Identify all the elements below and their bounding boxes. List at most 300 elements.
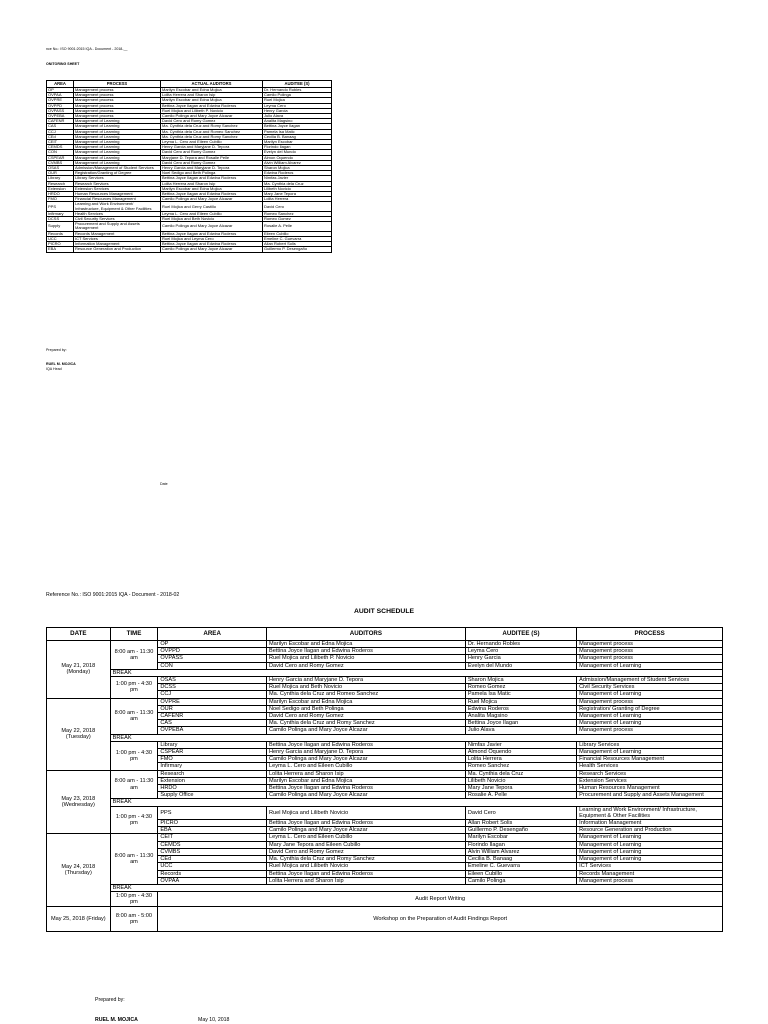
row-actual-auditors: Leyma L. Cero and Eileen Cubillo [161, 140, 263, 145]
row-actual-auditors: Camilo Polinga and Mary Joyce Alcazar [161, 222, 263, 231]
row-process: Health Services [577, 763, 723, 770]
row-auditees: Romeo Sanchez [263, 211, 332, 216]
row-process: Management of Learning [577, 834, 723, 841]
row-process: Management of Learning [577, 662, 723, 669]
row-auditees: Nimfas Javier [465, 741, 576, 748]
row-process: Management of Learning [74, 140, 161, 145]
row-actual-auditors: Lolita Herrera and Sharon Isip [161, 181, 263, 186]
row-actual-auditors: Leyma L. Cero and Eileen Cubillo [161, 211, 263, 216]
row-auditees: Allan Robert Solis [263, 242, 332, 247]
break-label: BREAK [110, 669, 722, 676]
schedule-time: 1:00 pm - 4:30 pm [110, 741, 158, 770]
audit-schedule-table [46, 627, 723, 932]
row-area: OP [158, 641, 267, 648]
monitoring-row [47, 222, 332, 231]
row-area: CEMDS [158, 841, 267, 848]
page1-prepared-by: Prepared by: [46, 348, 67, 352]
schedule-row [47, 806, 723, 819]
row-area: Supply [47, 222, 74, 231]
row-process: Management of Learning [74, 155, 161, 160]
row-area: CSPEAR [158, 749, 267, 756]
row-process: Civil Security Services [577, 684, 723, 691]
break-row [47, 669, 723, 676]
monitoring-row [47, 242, 332, 247]
row-auditees: Lilibeth Novicio [465, 777, 576, 784]
row-auditees: Romeo Gomez [465, 684, 576, 691]
row-actual-auditors: Bettina Joyce Ilagan and Edwina Roderos [161, 103, 263, 108]
header-auditees: AUDITEE (S) [263, 81, 332, 88]
row-process: Management process [577, 698, 723, 705]
row-actual-auditors: Henry Garcia and Maryjane D. Tepora [161, 166, 263, 171]
row-actual-auditors: Ruel Mojica and Leyma Cero [161, 236, 263, 241]
row-actual-auditors: Camilo Polinga and Mary Joyce Alcazar [161, 197, 263, 202]
row-area: OVPRE [47, 98, 74, 103]
row-area: HRDO [158, 785, 267, 792]
schedule-row [47, 834, 723, 841]
row-auditors: Lolita Herrera and Sharon Isip [267, 770, 466, 777]
schedule-date: May 23, 2018 (Wednesday) [47, 770, 111, 834]
row-area: DCSS [158, 684, 267, 691]
row-auditees: Emeline C. Guevarra [465, 863, 576, 870]
row-auditees: Dr. Hernando Robles [263, 88, 332, 93]
header-auditors: AUDITORS [267, 628, 466, 641]
row-actual-auditors: Henry Garcia and Maryjane D. Tepora [161, 145, 263, 150]
row-auditors: Marilyn Escobar and Edna Mojica [267, 641, 466, 648]
row-process: Management of Learning [577, 691, 723, 698]
row-actual-auditors: Marilyn Escobar and Edna Mojica [161, 98, 263, 103]
row-auditees: Edwina Roderos [263, 171, 332, 176]
page1-date-label: Date [160, 482, 168, 486]
row-area: HRDO [47, 192, 74, 197]
break-row [47, 734, 723, 741]
schedule-date: May 24, 2018 (Thursday) [47, 834, 111, 907]
row-actual-auditors: Ruel Mojica and Gerry Castillo [161, 202, 263, 211]
row-area: CCJ [158, 691, 267, 698]
row-process: Management process [577, 655, 723, 662]
row-auditors: Ruel Mojica and Beth Novicio [267, 684, 466, 691]
row-process: Library Services [74, 176, 161, 181]
row-area: OVPEBA [47, 114, 74, 119]
row-auditors: Henry Garcia and Maryjane D. Tepora [267, 677, 466, 684]
row-process: Management process [74, 114, 161, 119]
page2-reference: Reference No.: ISO 9001:2015 IQA - Document - 2018-02 [46, 592, 180, 598]
row-auditees: Lolita Herrera [263, 197, 332, 202]
row-auditees: Almond Oquendo [465, 749, 576, 756]
monitoring-row [47, 88, 332, 93]
row-area: Research [158, 770, 267, 777]
row-auditors: Camilo Polinga and Mary Joyce Alcazar [267, 756, 466, 763]
row-auditees: Bettina Joyce Ilagan [263, 124, 332, 129]
row-process: Management of Learning [577, 841, 723, 848]
row-process: Admission/Management of Student Services [74, 166, 161, 171]
row-auditees: Lolita Herrera [465, 756, 576, 763]
row-area: DCSS [47, 217, 74, 222]
row-auditees: Almon Oquendo [263, 155, 332, 160]
row-auditors: Bettina Joyce Ilagan and Edwina Roderos [267, 785, 466, 792]
row-auditees: Evelyn del Mundo [465, 662, 576, 669]
row-area: CEd [158, 856, 267, 863]
row-area: CCJ [47, 129, 74, 134]
page1-reference: nce No.: ISO 9001:2015 IQA - Document - 2018-__ [46, 47, 128, 51]
row-process: Information Management [577, 820, 723, 827]
monitoring-table [46, 80, 332, 253]
row-auditors: Leyma L. Cero and Eileen Cubillo [267, 834, 466, 841]
row-auditees: Rosalie A. Pelle [465, 792, 576, 799]
row-auditees: Nimfas Javier [263, 176, 332, 181]
row-auditors: Bettina Joyce Ilagan and Edwina Roderos [267, 820, 466, 827]
page2-signed-date: May 10, 2018 [198, 1017, 230, 1023]
row-actual-auditors: Marilyn Escobar and Edna Mojica [161, 88, 263, 93]
row-process: Management process [74, 108, 161, 113]
row-area: OVPEBA [158, 727, 267, 734]
row-process: Research Services [74, 181, 161, 186]
row-process: Records Management [577, 870, 723, 877]
row-actual-auditors: Marilyn Escobar and Edna Mojica [161, 186, 263, 191]
monitoring-row [47, 93, 332, 98]
row-area: CEIT [158, 834, 267, 841]
row-actual-auditors: Ruel Mojica and Lilibeth P. Novicio [161, 108, 263, 113]
row-auditees: Ma. Cynthia dela Cruz [465, 770, 576, 777]
row-process: ICT Services [577, 863, 723, 870]
schedule-row [47, 907, 723, 932]
row-auditees: Leyma Cero [465, 648, 576, 655]
monitoring-row [47, 119, 332, 124]
monitoring-row [47, 202, 332, 211]
row-area: OUR [47, 171, 74, 176]
row-auditees: Alvin William Alvarez [465, 848, 576, 855]
row-area: Infirmary [158, 763, 267, 770]
row-area: Records [158, 870, 267, 877]
row-process: ICT Services [74, 236, 161, 241]
row-auditees: Florindo Ilagan [465, 841, 576, 848]
row-actual-auditors: Ruel Mojica and Beth Novicio [161, 217, 263, 222]
schedule-row [47, 892, 723, 907]
break-row [47, 884, 723, 891]
row-process: Management process [74, 98, 161, 103]
row-auditors: Henry Garcia and Maryjane D. Tepora [267, 749, 466, 756]
row-auditees: Marilyn Escobar [263, 140, 332, 145]
row-process: Procurement and Supply and Assets Management [74, 222, 161, 231]
row-area: CEIT [47, 140, 74, 145]
row-area: FMO [158, 756, 267, 763]
row-auditees: Bettina Joyce Ilagan [465, 720, 576, 727]
row-actual-auditors: Ma. Cynthia dela Cruz and Romy Sanchez [161, 124, 263, 129]
row-process: Civil Security Services [74, 217, 161, 222]
monitoring-row [47, 160, 332, 165]
row-area: Library [47, 176, 74, 181]
row-process: Management of Learning [74, 134, 161, 139]
row-auditors: Camilo Polinga and Mary Joyce Alcazar [267, 792, 466, 799]
row-area: PPS [158, 806, 267, 819]
row-auditees: David Cero [263, 202, 332, 211]
row-auditors: Lolita Herrera and Sharon Isip [267, 877, 466, 884]
row-actual-auditors: David Cero and Romy Gomez [161, 119, 263, 124]
row-process: Financial Resources Management [577, 756, 723, 763]
row-process: Management of Learning [74, 119, 161, 124]
row-auditees: Ma. Cynthia dela Cruz [263, 181, 332, 186]
header-time: TIME [110, 628, 158, 641]
schedule-time: 8:00 am - 11:30 am [110, 641, 158, 670]
row-process: Procurement and Supply and Assets Management [577, 792, 723, 799]
schedule-time: 1:00 pm - 4:30 pm [110, 806, 158, 834]
row-process: Management of Learning [74, 129, 161, 134]
row-area: CON [158, 662, 267, 669]
row-actual-auditors: Lolita Herrera and Sharon Isip [161, 93, 263, 98]
row-auditees: Cecilia B. Banaag [465, 856, 576, 863]
row-process: Management of Learning [74, 150, 161, 155]
row-area: CON [47, 150, 74, 155]
monitoring-row [47, 181, 332, 186]
row-auditors: Ruel Mojica and Lilibeth Novicio [267, 863, 466, 870]
row-auditors: Marilyn Escobar and Edna Mojica [267, 698, 466, 705]
schedule-time: 8:00 am - 11:30 am [110, 834, 158, 884]
row-process: Health Services [74, 211, 161, 216]
row-area: Infirmary [47, 211, 74, 216]
row-auditors: Bettina Joyce Ilagan and Edwina Roderos [267, 648, 466, 655]
row-auditees: Dr. Hernando Robles [465, 641, 576, 648]
monitoring-row [47, 155, 332, 160]
monitoring-row [47, 186, 332, 191]
row-auditees: David Cero [465, 806, 576, 819]
row-actual-auditors: Bettina Joyce Ilagan and Edwina Roderos [161, 192, 263, 197]
row-area: OSAS [158, 677, 267, 684]
row-process: Management of Learning [577, 713, 723, 720]
monitoring-row [47, 171, 332, 176]
row-area: CEd [47, 134, 74, 139]
row-area: Supply Office [158, 792, 267, 799]
row-auditors: Bettina Joyce Ilagan and Edwina Roderos [267, 870, 466, 877]
row-process: Human Resources Management [74, 192, 161, 197]
row-auditors: Mary Jane Tepora and Eileen Cubillo [267, 841, 466, 848]
row-area: CSPEAR [47, 155, 74, 160]
row-area: Extension [47, 186, 74, 191]
row-area: PICRO [158, 820, 267, 827]
row-process: Extension Services [577, 777, 723, 784]
row-area: CAS [47, 124, 74, 129]
row-process: Management of Learning [74, 145, 161, 150]
row-auditors: Ma. Cynthia dela Cruz and Romy Sanchez [267, 720, 466, 727]
row-process: Resource Generation and Production [74, 247, 161, 252]
row-area: CAFENR [158, 713, 267, 720]
row-auditors: Bettina Joyce Ilagan and Edwina Roderos [267, 741, 466, 748]
monitoring-row [47, 192, 332, 197]
monitoring-row [47, 140, 332, 145]
row-process: Management of Learning [577, 749, 723, 756]
activity-audit-report-writing: Audit Report Writing [158, 892, 723, 907]
row-auditees: Camilo Polinga [465, 877, 576, 884]
row-process: Learning and Work Environment/ Infrastructure, Equipment & Other Facilities [74, 202, 161, 211]
monitoring-row [47, 134, 332, 139]
row-auditees: Marilyn Escobar [465, 834, 576, 841]
row-actual-auditors: Bettina Joyce Ilagan and Edwina Roderos [161, 242, 263, 247]
row-process: Management process [577, 727, 723, 734]
row-auditees: Julio Alava [465, 727, 576, 734]
row-auditors: Camilo Polinga and Mary Joyce Alcazar [267, 727, 466, 734]
row-area: Records [47, 231, 74, 236]
row-auditors: Camilo Polinga and Mary Joyce Alcazar [267, 827, 466, 834]
row-area: CVMBS [158, 848, 267, 855]
monitoring-row [47, 145, 332, 150]
schedule-time: 8:00 am - 11:30 am [110, 698, 158, 734]
monitoring-table-header [47, 81, 332, 88]
row-area: OVPRE [158, 698, 267, 705]
page1-signer-title: IQA Head [46, 367, 62, 371]
row-auditees: Romeo Sanchez [465, 763, 576, 770]
row-auditees: Eileen Cubillo [465, 870, 576, 877]
row-auditees: Pamela Isa Matic [263, 129, 332, 134]
row-process: Registration/Granting of Degree [74, 171, 161, 176]
row-area: OVPASS [158, 655, 267, 662]
row-area: CEMDS [47, 145, 74, 150]
row-actual-auditors: Bettina Joyce Ilagan and Edwina Roderos [161, 231, 263, 236]
row-process: Management of Learning [74, 160, 161, 165]
row-auditees: Pamela Isa Matic [465, 691, 576, 698]
schedule-row [47, 741, 723, 748]
row-area: Research [47, 181, 74, 186]
break-label: BREAK [110, 799, 722, 806]
schedule-time: 8:00 am - 11:30 am [110, 770, 158, 799]
row-process: Learning and Work Environment/ Infrastructure, Equipment & Other Facilities [577, 806, 723, 819]
row-auditees: Allan Robert Solis [465, 820, 576, 827]
row-auditors: Ma. Cynthia dela Cruz and Romeo Sanchez [267, 691, 466, 698]
row-actual-auditors: Camilo Polinga and Mary Joyce Alcazar [161, 247, 263, 252]
row-auditors: David Cero and Romy Gomez [267, 848, 466, 855]
header-area: AREA [158, 628, 267, 641]
row-process: Management process [74, 93, 161, 98]
monitoring-row [47, 124, 332, 129]
row-area: OVPAA [47, 93, 74, 98]
row-process: Resource Generation and Production [577, 827, 723, 834]
break-label: BREAK [110, 734, 722, 741]
row-auditees: Camilo Polinga [263, 93, 332, 98]
row-process: Library Services [577, 741, 723, 748]
row-area: EBA [158, 827, 267, 834]
row-area: CAS [158, 720, 267, 727]
row-actual-auditors: Noel Sedigo and Beth Polinga [161, 171, 263, 176]
row-auditors: David Cero and Romy Gomez [267, 662, 466, 669]
page2-title: AUDIT SCHEDULE [353, 608, 415, 615]
row-process: Management of Learning [577, 848, 723, 855]
row-auditees: Sharon Mojica [465, 677, 576, 684]
row-auditees: Rosalie A. Pelle [263, 222, 332, 231]
row-area: OSAS [47, 166, 74, 171]
row-area: OVPAA [158, 877, 267, 884]
header-process: PROCESS [577, 628, 723, 641]
row-auditees: Eileen Cubillo [263, 231, 332, 236]
row-auditees: Leyma Cero [263, 103, 332, 108]
schedule-row [47, 641, 723, 648]
row-actual-auditors: Maryjane D. Tepora and Rosalie Pelle [161, 155, 263, 160]
row-auditees: Henry Garcia [465, 655, 576, 662]
schedule-row [47, 698, 723, 705]
row-process: Management of Learning [577, 720, 723, 727]
row-area: PPS [47, 202, 74, 211]
row-auditees: Romeo Gomez [263, 217, 332, 222]
row-area: CVMBS [47, 160, 74, 165]
row-auditees: Julio Alava [263, 114, 332, 119]
row-auditees: Evelyn del Mundo [263, 150, 332, 155]
monitoring-row [47, 217, 332, 222]
row-process: Management of Learning [577, 856, 723, 863]
row-auditees: Alvin William Alvarez [263, 160, 332, 165]
row-process: Management process [74, 88, 161, 93]
row-area: OVPPD [47, 103, 74, 108]
monitoring-row [47, 247, 332, 252]
break-label: BREAK [110, 884, 722, 891]
row-process: Management process [577, 877, 723, 884]
schedule-row [47, 770, 723, 777]
page1-signer-name: RUEL M. MOJICA [46, 362, 76, 366]
monitoring-row [47, 129, 332, 134]
schedule-time: 1:00 pm - 4:30 pm [110, 677, 158, 699]
row-actual-auditors: Bettina Joyce Ilagan and Edwina Roderos [161, 176, 263, 181]
schedule-row [47, 677, 723, 684]
row-auditors: David Cero and Romy Gomez [267, 713, 466, 720]
row-process: Management process [74, 103, 161, 108]
header-actual-auditors: ACTUAL AUDITORS [161, 81, 263, 88]
row-area: Library [158, 741, 267, 748]
row-auditors: Ma. Cynthia dela Cruz and Romy Sanchez [267, 856, 466, 863]
row-auditors: Marilyn Escobar and Edna Mojica [267, 777, 466, 784]
row-process: Human Resources Management [577, 785, 723, 792]
row-auditors: Leyma L. Cero and Eileen Cubillo [267, 763, 466, 770]
row-process: Management of Learning [74, 124, 161, 129]
page1-sheet-title: ONITORING SHEET [46, 62, 80, 66]
row-area: OUR [158, 705, 267, 712]
row-area: OP [47, 88, 74, 93]
row-process: Information Management [74, 242, 161, 247]
header-date: DATE [47, 628, 111, 641]
header-process: PROCESS [74, 81, 161, 88]
row-area: PICRO [47, 242, 74, 247]
row-actual-auditors: David Cero and Romy Gomez [161, 160, 263, 165]
break-row [47, 799, 723, 806]
monitoring-row [47, 166, 332, 171]
row-actual-auditors: Camilo Polinga and Mary Joyce Alcazar [161, 114, 263, 119]
row-auditees: Ruel Mojica [263, 98, 332, 103]
row-process: Registration/ Granting of Degree [577, 705, 723, 712]
row-area: OVPPD [158, 648, 267, 655]
schedule-time: 1:00 pm - 4:30 pm [110, 892, 158, 907]
monitoring-row [47, 236, 332, 241]
schedule-date: May 22, 2018 (Tuesday) [47, 698, 111, 770]
row-actual-auditors: Ma. Cynthia dela Cruz and Romeo Sanchez [161, 129, 263, 134]
row-process: Records Management [74, 231, 161, 236]
row-auditees: Lilibeth Novicio [263, 186, 332, 191]
row-actual-auditors: David Cero and Romy Gomez [161, 150, 263, 155]
row-auditees: Mary Jane Tepora [465, 785, 576, 792]
row-auditors: Noel Sedigo and Beth Polinga [267, 705, 466, 712]
row-auditees: Cecilia B. Banaag [263, 134, 332, 139]
row-auditees: Analita Magsino [465, 713, 576, 720]
row-auditees: Mary Jane Tepora [263, 192, 332, 197]
monitoring-row [47, 211, 332, 216]
row-area: OVPASS [47, 108, 74, 113]
page2-signer-name: RUEL M. MOJICA [95, 1017, 138, 1023]
row-area: UCC [158, 863, 267, 870]
activity-workshop: Workshop on the Preparation of Audit Findings Report [158, 907, 723, 932]
schedule-date: May 21, 2018 (Monday) [47, 641, 111, 699]
row-process: Extension Services [74, 186, 161, 191]
row-auditees: Edwina Roderos [465, 705, 576, 712]
row-auditors: Ruel Mojica and Lilibeth Novicio [267, 806, 466, 819]
row-auditees: Henry Garcia [263, 108, 332, 113]
monitoring-row [47, 150, 332, 155]
row-auditees: Sharon Mojica [263, 166, 332, 171]
row-auditees: Florindo Ilagan [263, 145, 332, 150]
schedule-time: 8:00 am - 5:00 pm [110, 907, 158, 932]
row-process: Admission/Management of Student Services [577, 677, 723, 684]
